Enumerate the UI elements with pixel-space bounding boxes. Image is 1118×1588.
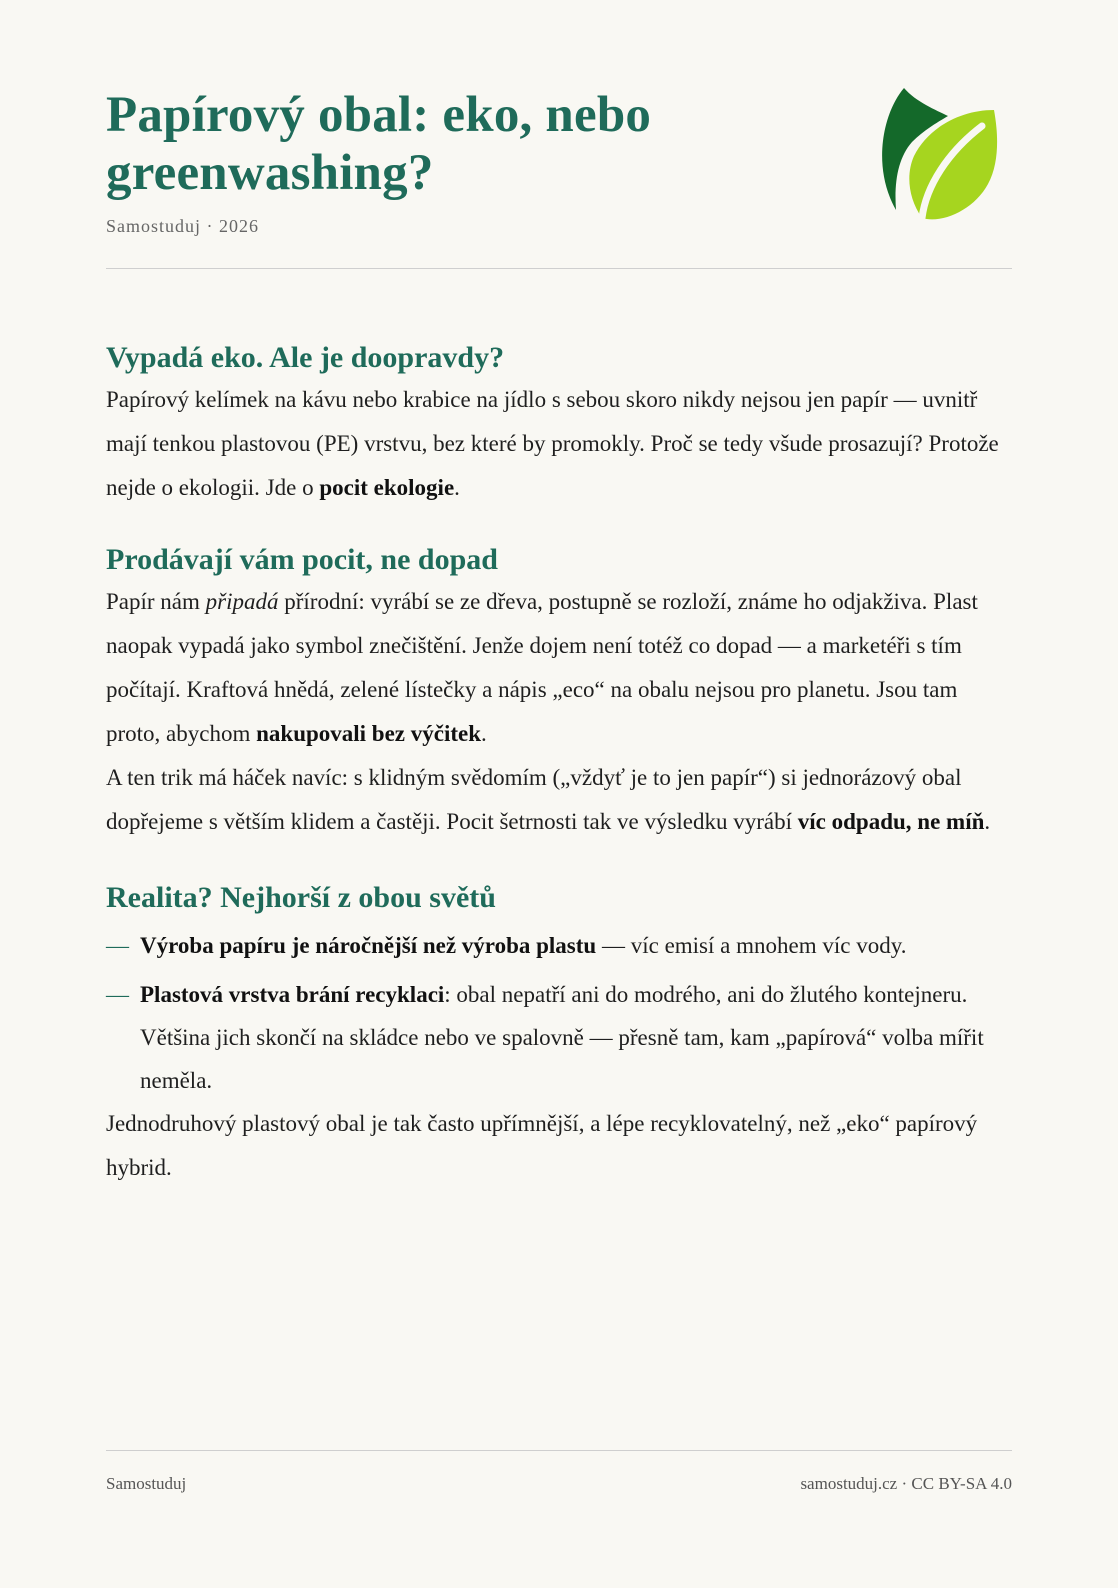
section-heading-3: Realita? Nejhorší z obou světů	[106, 881, 496, 914]
text-run: přírodní: vyrábí se ze dřeva, postupně se rozloží, známe ho odjakživa. Plast naopak vypadá jako symbol znečištění. Jenže dojem není totéž co dopad — a marketéři s tím počítají. Kraftová hnědá, zelené lístečky a nápis „eco“ na obalu nejsou pro planetu. Jsou tam proto, abychom	[106, 589, 978, 746]
section-1-paragraph	[106, 378, 1012, 510]
emphasis-bold: Plastová vrstva brání recyklaci	[140, 982, 445, 1007]
emphasis-bold: víc odpadu, ne míň	[797, 809, 985, 834]
bullet-list	[106, 924, 1012, 1102]
leaf-icon	[878, 86, 1010, 226]
header-divider	[106, 268, 1012, 269]
dash-bullet: —	[106, 982, 129, 1007]
emphasis-bold: nakupovali bez výčitek	[256, 721, 482, 746]
emphasis-italic: připadá	[205, 589, 279, 614]
section-heading-1: Vypadá eko. Ale je doopravdy?	[106, 341, 505, 374]
text-run: — víc emisí a mnohem víc vody.	[596, 933, 907, 958]
section-2-paragraph-1	[106, 580, 1012, 756]
page-title: Papírový obal: eko, nebo greenwashing?	[106, 87, 652, 201]
page-footer	[106, 1474, 1012, 1494]
document-header	[106, 86, 886, 237]
leaf-logo-svg	[878, 86, 1010, 226]
section-2-paragraph-2	[106, 756, 1012, 844]
text-run: : obal nepatří ani do modrého, ani do žlutého kontejneru. Většina jich skončí na skládce nebo ve spalovně — přesně tam, kam „papírová“ volba mířit neměla.	[140, 982, 984, 1093]
text-run: Papír nám	[106, 589, 206, 614]
text-run: .	[481, 721, 487, 746]
list-item	[106, 924, 1012, 967]
closing-paragraph: Jednodruhový plastový obal je tak často upřímnější, a lépe recyklovatelný, než „eko“ papírový hybrid.	[106, 1111, 978, 1180]
document-meta: Samostuduj · 2026	[106, 216, 260, 236]
dash-bullet: —	[106, 933, 129, 958]
text-run: Papírový kelímek na kávu nebo krabice na jídlo s sebou skoro nikdy nejsou jen papír — uvnitř mají tenkou plastovou (PE) vrstvu, bez které by promokly. Proč se tedy všude prosazují? Protože nejde o ekologii. Jde o	[106, 387, 999, 500]
text-run: A ten trik má háček navíc: s klidným svědomím („vždyť je to jen papír“) si jednorázový obal dopřejeme s větším klidem a častěji. Pocit šetrnosti tak ve výsledku vyrábí	[106, 765, 962, 834]
footer-license: samostuduj.cz · CC BY-SA 4.0	[800, 1474, 1012, 1493]
emphasis-bold: pocit ekologie	[319, 475, 455, 500]
list-item	[106, 973, 1012, 1102]
footer-brand: Samostuduj	[106, 1474, 187, 1493]
footer-divider	[106, 1450, 1012, 1451]
text-run: .	[454, 475, 460, 500]
article-body	[106, 330, 1012, 1190]
section-heading-2: Prodávají vám pocit, ne dopad	[106, 543, 498, 576]
text-run: .	[984, 809, 991, 834]
emphasis-bold: Výroba papíru je náročnější než výroba plastu	[140, 933, 597, 958]
